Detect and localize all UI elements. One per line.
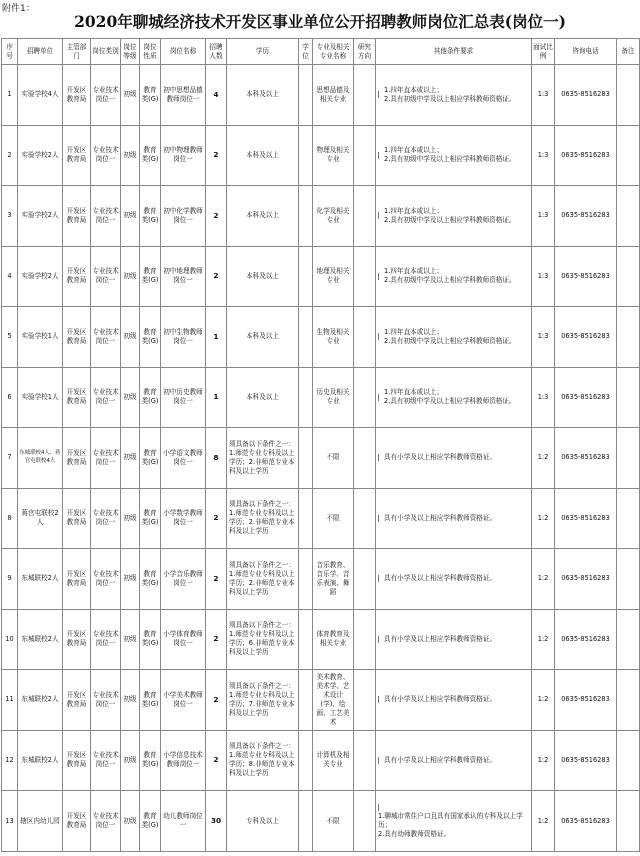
cell-dept: 开发区教育局 bbox=[63, 609, 91, 670]
cell-post: 初中物理教师岗位一 bbox=[161, 125, 206, 186]
other-condition-line: 2.具有幼师教师资格证。 bbox=[378, 829, 451, 838]
cell-count: 2 bbox=[206, 186, 227, 247]
cell-post: 小学美术教师岗位一 bbox=[161, 670, 206, 731]
cell-note bbox=[617, 65, 640, 126]
page-title: 2020年聊城经济技术开发区事业单位公开招聘教师岗位汇总表(岗位一) bbox=[74, 12, 566, 31]
cell-major: 不限 bbox=[313, 488, 354, 549]
cell-major: 不限 bbox=[313, 428, 354, 489]
cell-unit: 辖区内幼儿园 bbox=[18, 791, 63, 852]
cell-other bbox=[376, 730, 532, 791]
header-cell: 研究方向 bbox=[354, 39, 376, 65]
cell-dept: 开发区教育局 bbox=[63, 246, 91, 307]
cell-nature: 教育类(G) bbox=[140, 65, 161, 126]
cell-marker-icon bbox=[378, 333, 382, 340]
header-cell: 备注 bbox=[617, 39, 640, 65]
cell-dept: 开发区教育局 bbox=[63, 730, 91, 791]
cell-unit: 蒋官屯联校2人 bbox=[18, 488, 63, 549]
cell-research bbox=[354, 307, 376, 368]
cell-count: 4 bbox=[206, 65, 227, 126]
cell-dept: 开发区教育局 bbox=[63, 65, 91, 126]
cell-post: 初中地理教师岗位一 bbox=[161, 246, 206, 307]
cell-marker-icon bbox=[378, 273, 382, 280]
cell-ratio: 1:2 bbox=[532, 488, 555, 549]
cell-no: 4 bbox=[2, 246, 18, 307]
cell-count: 1 bbox=[206, 307, 227, 368]
cell-other bbox=[376, 367, 532, 428]
table-row bbox=[2, 246, 640, 307]
cell-level: 初级 bbox=[121, 246, 140, 307]
cell-research bbox=[354, 65, 376, 126]
cell-no: 11 bbox=[2, 670, 18, 731]
cell-level: 初级 bbox=[121, 488, 140, 549]
cell-other bbox=[376, 670, 532, 731]
cell-note bbox=[617, 246, 640, 307]
cell-level: 初级 bbox=[121, 186, 140, 247]
cell-post: 初中生物教师岗位一 bbox=[161, 307, 206, 368]
other-condition-line: 1.四年直本或以上； bbox=[384, 327, 444, 336]
other-condition-line: 2.具有初级中学及以上相应学科教师资格证。 bbox=[384, 336, 516, 345]
cell-major: 计算机及相关专业 bbox=[313, 730, 354, 791]
header-cell: 主管部门 bbox=[63, 39, 91, 65]
cell-nature: 教育类(G) bbox=[140, 246, 161, 307]
cell-dept: 开发区教育局 bbox=[63, 125, 91, 186]
table-row bbox=[2, 609, 640, 670]
cell-note bbox=[617, 609, 640, 670]
cell-research bbox=[354, 125, 376, 186]
cell-other bbox=[376, 186, 532, 247]
cell-no: 6 bbox=[2, 367, 18, 428]
cell-level: 初级 bbox=[121, 670, 140, 731]
cell-other bbox=[376, 488, 532, 549]
cell-edu: 须具备以下条件之一：1.师范专业专科及以上学历；2.非师范专业本科及以上学历 bbox=[227, 428, 299, 489]
cell-degree bbox=[299, 186, 313, 247]
header-cell: 专业及相关专业名称 bbox=[313, 39, 354, 65]
cell-cat: 专业技术岗位一 bbox=[91, 307, 121, 368]
cell-research bbox=[354, 428, 376, 489]
cell-unit: 实验学校1人 bbox=[18, 307, 63, 368]
attachment-label: 附件1： bbox=[2, 4, 35, 14]
other-condition-line: 1.四年直本或以上； bbox=[384, 388, 444, 397]
other-condition-line: 具有小学及以上相应学科教师资格证。 bbox=[384, 574, 497, 583]
cell-dept: 开发区教育局 bbox=[63, 307, 91, 368]
cell-marker-icon bbox=[378, 454, 382, 461]
cell-cat: 专业技术岗位一 bbox=[91, 791, 121, 852]
cell-count: 8 bbox=[206, 428, 227, 489]
header-cell: 岗位类别 bbox=[91, 39, 121, 65]
cell-note bbox=[617, 125, 640, 186]
cell-count: 1 bbox=[206, 367, 227, 428]
cell-marker-icon bbox=[378, 636, 382, 643]
other-condition-line: 1.四年直本或以上； bbox=[384, 267, 444, 276]
cell-edu: 本科及以上 bbox=[227, 246, 299, 307]
table-row bbox=[2, 791, 640, 852]
table-body bbox=[2, 65, 640, 852]
cell-degree bbox=[299, 609, 313, 670]
other-condition-line: 1.四年直本或以上； bbox=[384, 146, 444, 155]
cell-phone: 0635-8516283 bbox=[555, 428, 617, 489]
other-condition-line: 2.具有初级中学及以上相应学科教师资格证。 bbox=[384, 155, 516, 164]
cell-nature: 教育类(G) bbox=[140, 428, 161, 489]
cell-post: 幼儿教师岗位一 bbox=[161, 791, 206, 852]
cell-ratio: 1:3 bbox=[532, 65, 555, 126]
cell-degree bbox=[299, 246, 313, 307]
cell-no: 1 bbox=[2, 65, 18, 126]
cell-ratio: 1:2 bbox=[532, 609, 555, 670]
cell-major: 不限 bbox=[313, 791, 354, 852]
cell-post: 初中化学教师岗位一 bbox=[161, 186, 206, 247]
cell-phone: 0635-8516283 bbox=[555, 730, 617, 791]
cell-post: 小学语文教师岗位一 bbox=[161, 428, 206, 489]
cell-nature: 教育类(G) bbox=[140, 609, 161, 670]
cell-no: 2 bbox=[2, 125, 18, 186]
cell-dept: 开发区教育局 bbox=[63, 186, 91, 247]
cell-nature: 教育类(G) bbox=[140, 125, 161, 186]
other-condition-line: 具有小学及以上相应学科教师资格证。 bbox=[384, 755, 497, 764]
cell-phone: 0635-8516283 bbox=[555, 549, 617, 610]
cell-research bbox=[354, 609, 376, 670]
cell-other bbox=[376, 428, 532, 489]
cell-note bbox=[617, 730, 640, 791]
cell-research bbox=[354, 730, 376, 791]
cell-marker-icon bbox=[378, 696, 382, 703]
cell-unit: 实验学校2人 bbox=[18, 246, 63, 307]
other-condition-line: 具有小学及以上相应学科教师资格证。 bbox=[384, 513, 497, 522]
cell-major: 地理及相关专业 bbox=[313, 246, 354, 307]
cell-dept: 开发区教育局 bbox=[63, 367, 91, 428]
header-cell: 学位 bbox=[299, 39, 313, 65]
cell-ratio: 1:3 bbox=[532, 186, 555, 247]
cell-marker-icon bbox=[378, 152, 382, 159]
cell-other bbox=[376, 609, 532, 670]
cell-edu: 本科及以上 bbox=[227, 186, 299, 247]
cell-edu: 本科及以上 bbox=[227, 65, 299, 126]
table-header-row bbox=[2, 39, 640, 65]
other-condition-line: 1.四年直本或以上； bbox=[384, 85, 444, 94]
cell-cat: 专业技术岗位一 bbox=[91, 730, 121, 791]
cell-phone: 0635-8516283 bbox=[555, 488, 617, 549]
cell-nature: 教育类(G) bbox=[140, 791, 161, 852]
cell-nature: 教育类(G) bbox=[140, 670, 161, 731]
cell-research bbox=[354, 791, 376, 852]
cell-unit: 实验学校4人 bbox=[18, 65, 63, 126]
cell-level: 初级 bbox=[121, 730, 140, 791]
other-condition-line: 2.具有初级中学及以上相应学科教师资格证。 bbox=[384, 215, 516, 224]
cell-no: 13 bbox=[2, 791, 18, 852]
header-cell: 岗位性质 bbox=[140, 39, 161, 65]
cell-ratio: 1:2 bbox=[532, 670, 555, 731]
cell-no: 3 bbox=[2, 186, 18, 247]
cell-research bbox=[354, 670, 376, 731]
cell-post: 小学数学教师岗位一 bbox=[161, 488, 206, 549]
cell-unit: 东城联校2人 bbox=[18, 549, 63, 610]
cell-post: 初中思想品德教师岗位一 bbox=[161, 65, 206, 126]
cell-count: 2 bbox=[206, 246, 227, 307]
cell-research bbox=[354, 488, 376, 549]
table-row bbox=[2, 488, 640, 549]
cell-edu: 须具备以下条件之一：1.师范专业专科及以上学历；2.非师范专业本科及以上学历 bbox=[227, 488, 299, 549]
cell-dept: 开发区教育局 bbox=[63, 791, 91, 852]
table-row bbox=[2, 65, 640, 126]
cell-edu: 须具备以下条件之一：1.师范专业专科及以上学历；7.非师范专业本科及以上学历 bbox=[227, 670, 299, 731]
cell-note bbox=[617, 367, 640, 428]
cell-research bbox=[354, 367, 376, 428]
cell-count: 30 bbox=[206, 791, 227, 852]
cell-major: 物理及相关专业 bbox=[313, 125, 354, 186]
table-row bbox=[2, 549, 640, 610]
cell-ratio: 1:3 bbox=[532, 307, 555, 368]
cell-dept: 开发区教育局 bbox=[63, 428, 91, 489]
cell-nature: 教育类(G) bbox=[140, 186, 161, 247]
cell-edu: 专科及以上 bbox=[227, 791, 299, 852]
cell-post: 初中历史教师岗位一 bbox=[161, 367, 206, 428]
table-row bbox=[2, 730, 640, 791]
cell-cat: 专业技术岗位一 bbox=[91, 125, 121, 186]
cell-level: 初级 bbox=[121, 609, 140, 670]
table-row bbox=[2, 125, 640, 186]
cell-ratio: 1:3 bbox=[532, 125, 555, 186]
cell-level: 初级 bbox=[121, 125, 140, 186]
other-condition-line: 具有小学及以上相应学科教师资格证。 bbox=[384, 695, 497, 704]
cell-degree bbox=[299, 791, 313, 852]
header-cell: 其他条件要求 bbox=[376, 39, 532, 65]
cell-other bbox=[376, 307, 532, 368]
cell-cat: 专业技术岗位一 bbox=[91, 367, 121, 428]
cell-unit: 东城联校2人 bbox=[18, 730, 63, 791]
cell-no: 9 bbox=[2, 549, 18, 610]
cell-ratio: 1:2 bbox=[532, 791, 555, 852]
cell-marker-icon bbox=[378, 515, 382, 522]
cell-research bbox=[354, 246, 376, 307]
cell-marker-icon bbox=[378, 757, 382, 764]
cell-nature: 教育类(G) bbox=[140, 367, 161, 428]
cell-cat: 专业技术岗位一 bbox=[91, 609, 121, 670]
cell-phone: 0635-8516283 bbox=[555, 367, 617, 428]
cell-dept: 开发区教育局 bbox=[63, 488, 91, 549]
other-condition-line: 2.具有初级中学及以上相应学科教师资格证。 bbox=[384, 94, 516, 103]
cell-no: 5 bbox=[2, 307, 18, 368]
cell-degree bbox=[299, 428, 313, 489]
other-condition-line: 1.四年直本或以上； bbox=[384, 206, 444, 215]
cell-marker-icon bbox=[378, 394, 382, 401]
cell-cat: 专业技术岗位一 bbox=[91, 65, 121, 126]
other-condition-line: 1.聊城市常住户口且具有国家承认的专科及以上学历； bbox=[378, 812, 523, 829]
cell-no: 8 bbox=[2, 488, 18, 549]
cell-research bbox=[354, 549, 376, 610]
cell-dept: 开发区教育局 bbox=[63, 549, 91, 610]
cell-nature: 教育类(G) bbox=[140, 549, 161, 610]
cell-cat: 专业技术岗位一 bbox=[91, 428, 121, 489]
cell-note bbox=[617, 186, 640, 247]
cell-no: 7 bbox=[2, 428, 18, 489]
cell-note bbox=[617, 307, 640, 368]
table-row bbox=[2, 186, 640, 247]
cell-edu: 本科及以上 bbox=[227, 307, 299, 368]
cell-other bbox=[376, 549, 532, 610]
cell-major: 音乐教育、音乐学、音乐表演、舞蹈 bbox=[313, 549, 354, 610]
other-condition-line: 具有小学及以上相应学科教师资格证。 bbox=[384, 634, 497, 643]
header-cell: 招聘人数 bbox=[206, 39, 227, 65]
recruitment-table bbox=[1, 38, 640, 852]
other-condition-line: 2.具有初级中学及以上相应学科教师资格证。 bbox=[384, 397, 516, 406]
header-cell: 咨询电话 bbox=[555, 39, 617, 65]
cell-ratio: 1:2 bbox=[532, 549, 555, 610]
cell-phone: 0635-8516283 bbox=[555, 125, 617, 186]
cell-level: 初级 bbox=[121, 367, 140, 428]
cell-major: 生物及相关专业 bbox=[313, 307, 354, 368]
cell-note bbox=[617, 428, 640, 489]
other-condition-line: 2.具有初级中学及以上相应学科教师资格证。 bbox=[384, 276, 516, 285]
header-cell: 面试比例 bbox=[532, 39, 555, 65]
cell-unit: 东城联校2人 bbox=[18, 670, 63, 731]
cell-degree bbox=[299, 65, 313, 126]
table-row bbox=[2, 367, 640, 428]
cell-edu: 本科及以上 bbox=[227, 367, 299, 428]
cell-level: 初级 bbox=[121, 307, 140, 368]
cell-post: 小学体育教师岗位一 bbox=[161, 609, 206, 670]
cell-ratio: 1:2 bbox=[532, 428, 555, 489]
cell-phone: 0635-8516283 bbox=[555, 609, 617, 670]
cell-edu: 本科及以上 bbox=[227, 125, 299, 186]
cell-count: 2 bbox=[206, 670, 227, 731]
cell-phone: 0635-8516283 bbox=[555, 307, 617, 368]
cell-cat: 专业技术岗位一 bbox=[91, 488, 121, 549]
cell-degree bbox=[299, 730, 313, 791]
table-row bbox=[2, 670, 640, 731]
cell-phone: 0635-8516283 bbox=[555, 670, 617, 731]
cell-level: 初级 bbox=[121, 549, 140, 610]
cell-edu: 须具备以下条件之一：1.师范专业专科及以上学历；2.非师范专业本科及以上学历 bbox=[227, 549, 299, 610]
cell-unit: 东城联校2人 bbox=[18, 609, 63, 670]
cell-level: 初级 bbox=[121, 428, 140, 489]
cell-cat: 专业技术岗位一 bbox=[91, 186, 121, 247]
cell-no: 10 bbox=[2, 609, 18, 670]
cell-phone: 0635-8516283 bbox=[555, 65, 617, 126]
cell-count: 2 bbox=[206, 549, 227, 610]
cell-count: 2 bbox=[206, 609, 227, 670]
cell-degree bbox=[299, 367, 313, 428]
cell-marker-icon bbox=[378, 575, 382, 582]
cell-post: 小学音乐教师岗位一 bbox=[161, 549, 206, 610]
cell-unit: 实验学校1人 bbox=[18, 367, 63, 428]
cell-phone: 0635-8516283 bbox=[555, 791, 617, 852]
header-cell: 学历 bbox=[227, 39, 299, 65]
cell-cat: 专业技术岗位一 bbox=[91, 670, 121, 731]
cell-degree bbox=[299, 670, 313, 731]
header-cell: 序号 bbox=[2, 39, 18, 65]
cell-major: 思想品德及相关专业 bbox=[313, 65, 354, 126]
cell-note bbox=[617, 791, 640, 852]
cell-ratio: 1:3 bbox=[532, 246, 555, 307]
cell-count: 2 bbox=[206, 125, 227, 186]
cell-degree bbox=[299, 125, 313, 186]
header-cell: 招聘单位 bbox=[18, 39, 63, 65]
cell-phone: 0635-8516283 bbox=[555, 246, 617, 307]
cell-unit: 实验学校2人 bbox=[18, 125, 63, 186]
cell-marker-icon bbox=[378, 804, 382, 811]
cell-other bbox=[376, 125, 532, 186]
cell-cat: 专业技术岗位一 bbox=[91, 549, 121, 610]
cell-note bbox=[617, 670, 640, 731]
cell-note bbox=[617, 488, 640, 549]
cell-dept: 开发区教育局 bbox=[63, 670, 91, 731]
cell-phone: 0635-8516283 bbox=[555, 186, 617, 247]
cell-count: 2 bbox=[206, 730, 227, 791]
cell-nature: 教育类(G) bbox=[140, 307, 161, 368]
cell-other bbox=[376, 246, 532, 307]
cell-major: 化学及相关专业 bbox=[313, 186, 354, 247]
cell-major: 历史及相关专业 bbox=[313, 367, 354, 428]
cell-level: 初级 bbox=[121, 791, 140, 852]
cell-unit: 实验学校2人 bbox=[18, 186, 63, 247]
cell-degree bbox=[299, 307, 313, 368]
cell-edu: 须具备以下条件之一：1.师范专业专科及以上学历；6.非师范专业本科及以上学历 bbox=[227, 609, 299, 670]
cell-unit: 东城联校4人、蒋官屯联校4人 bbox=[18, 428, 63, 489]
cell-major: 美术教育、美术学、艺术设计(学)、绘画、工艺美术 bbox=[313, 670, 354, 731]
cell-count: 2 bbox=[206, 488, 227, 549]
cell-nature: 教育类(G) bbox=[140, 488, 161, 549]
header-cell: 岗位等级 bbox=[121, 39, 140, 65]
cell-degree bbox=[299, 549, 313, 610]
cell-ratio: 1:2 bbox=[532, 730, 555, 791]
other-condition-line: 具有小学及以上相应学科教师资格证。 bbox=[384, 453, 497, 462]
cell-level: 初级 bbox=[121, 65, 140, 126]
cell-post: 小学信息技术教师岗位一 bbox=[161, 730, 206, 791]
cell-nature: 教育类(G) bbox=[140, 730, 161, 791]
cell-other bbox=[376, 65, 532, 126]
cell-ratio: 1:3 bbox=[532, 367, 555, 428]
cell-marker-icon bbox=[378, 91, 382, 98]
cell-marker-icon bbox=[378, 212, 382, 219]
cell-no: 12 bbox=[2, 730, 18, 791]
cell-degree bbox=[299, 488, 313, 549]
cell-major: 体育教育及相关专业 bbox=[313, 609, 354, 670]
cell-edu: 须具备以下条件之一：1.师范专业专科及以上学历；8.非师范专业本科及以上学历 bbox=[227, 730, 299, 791]
table-row bbox=[2, 307, 640, 368]
cell-research bbox=[354, 186, 376, 247]
table-row bbox=[2, 428, 640, 489]
cell-other bbox=[376, 791, 532, 852]
cell-cat: 专业技术岗位一 bbox=[91, 246, 121, 307]
cell-note bbox=[617, 549, 640, 610]
header-cell: 岗位名称 bbox=[161, 39, 206, 65]
